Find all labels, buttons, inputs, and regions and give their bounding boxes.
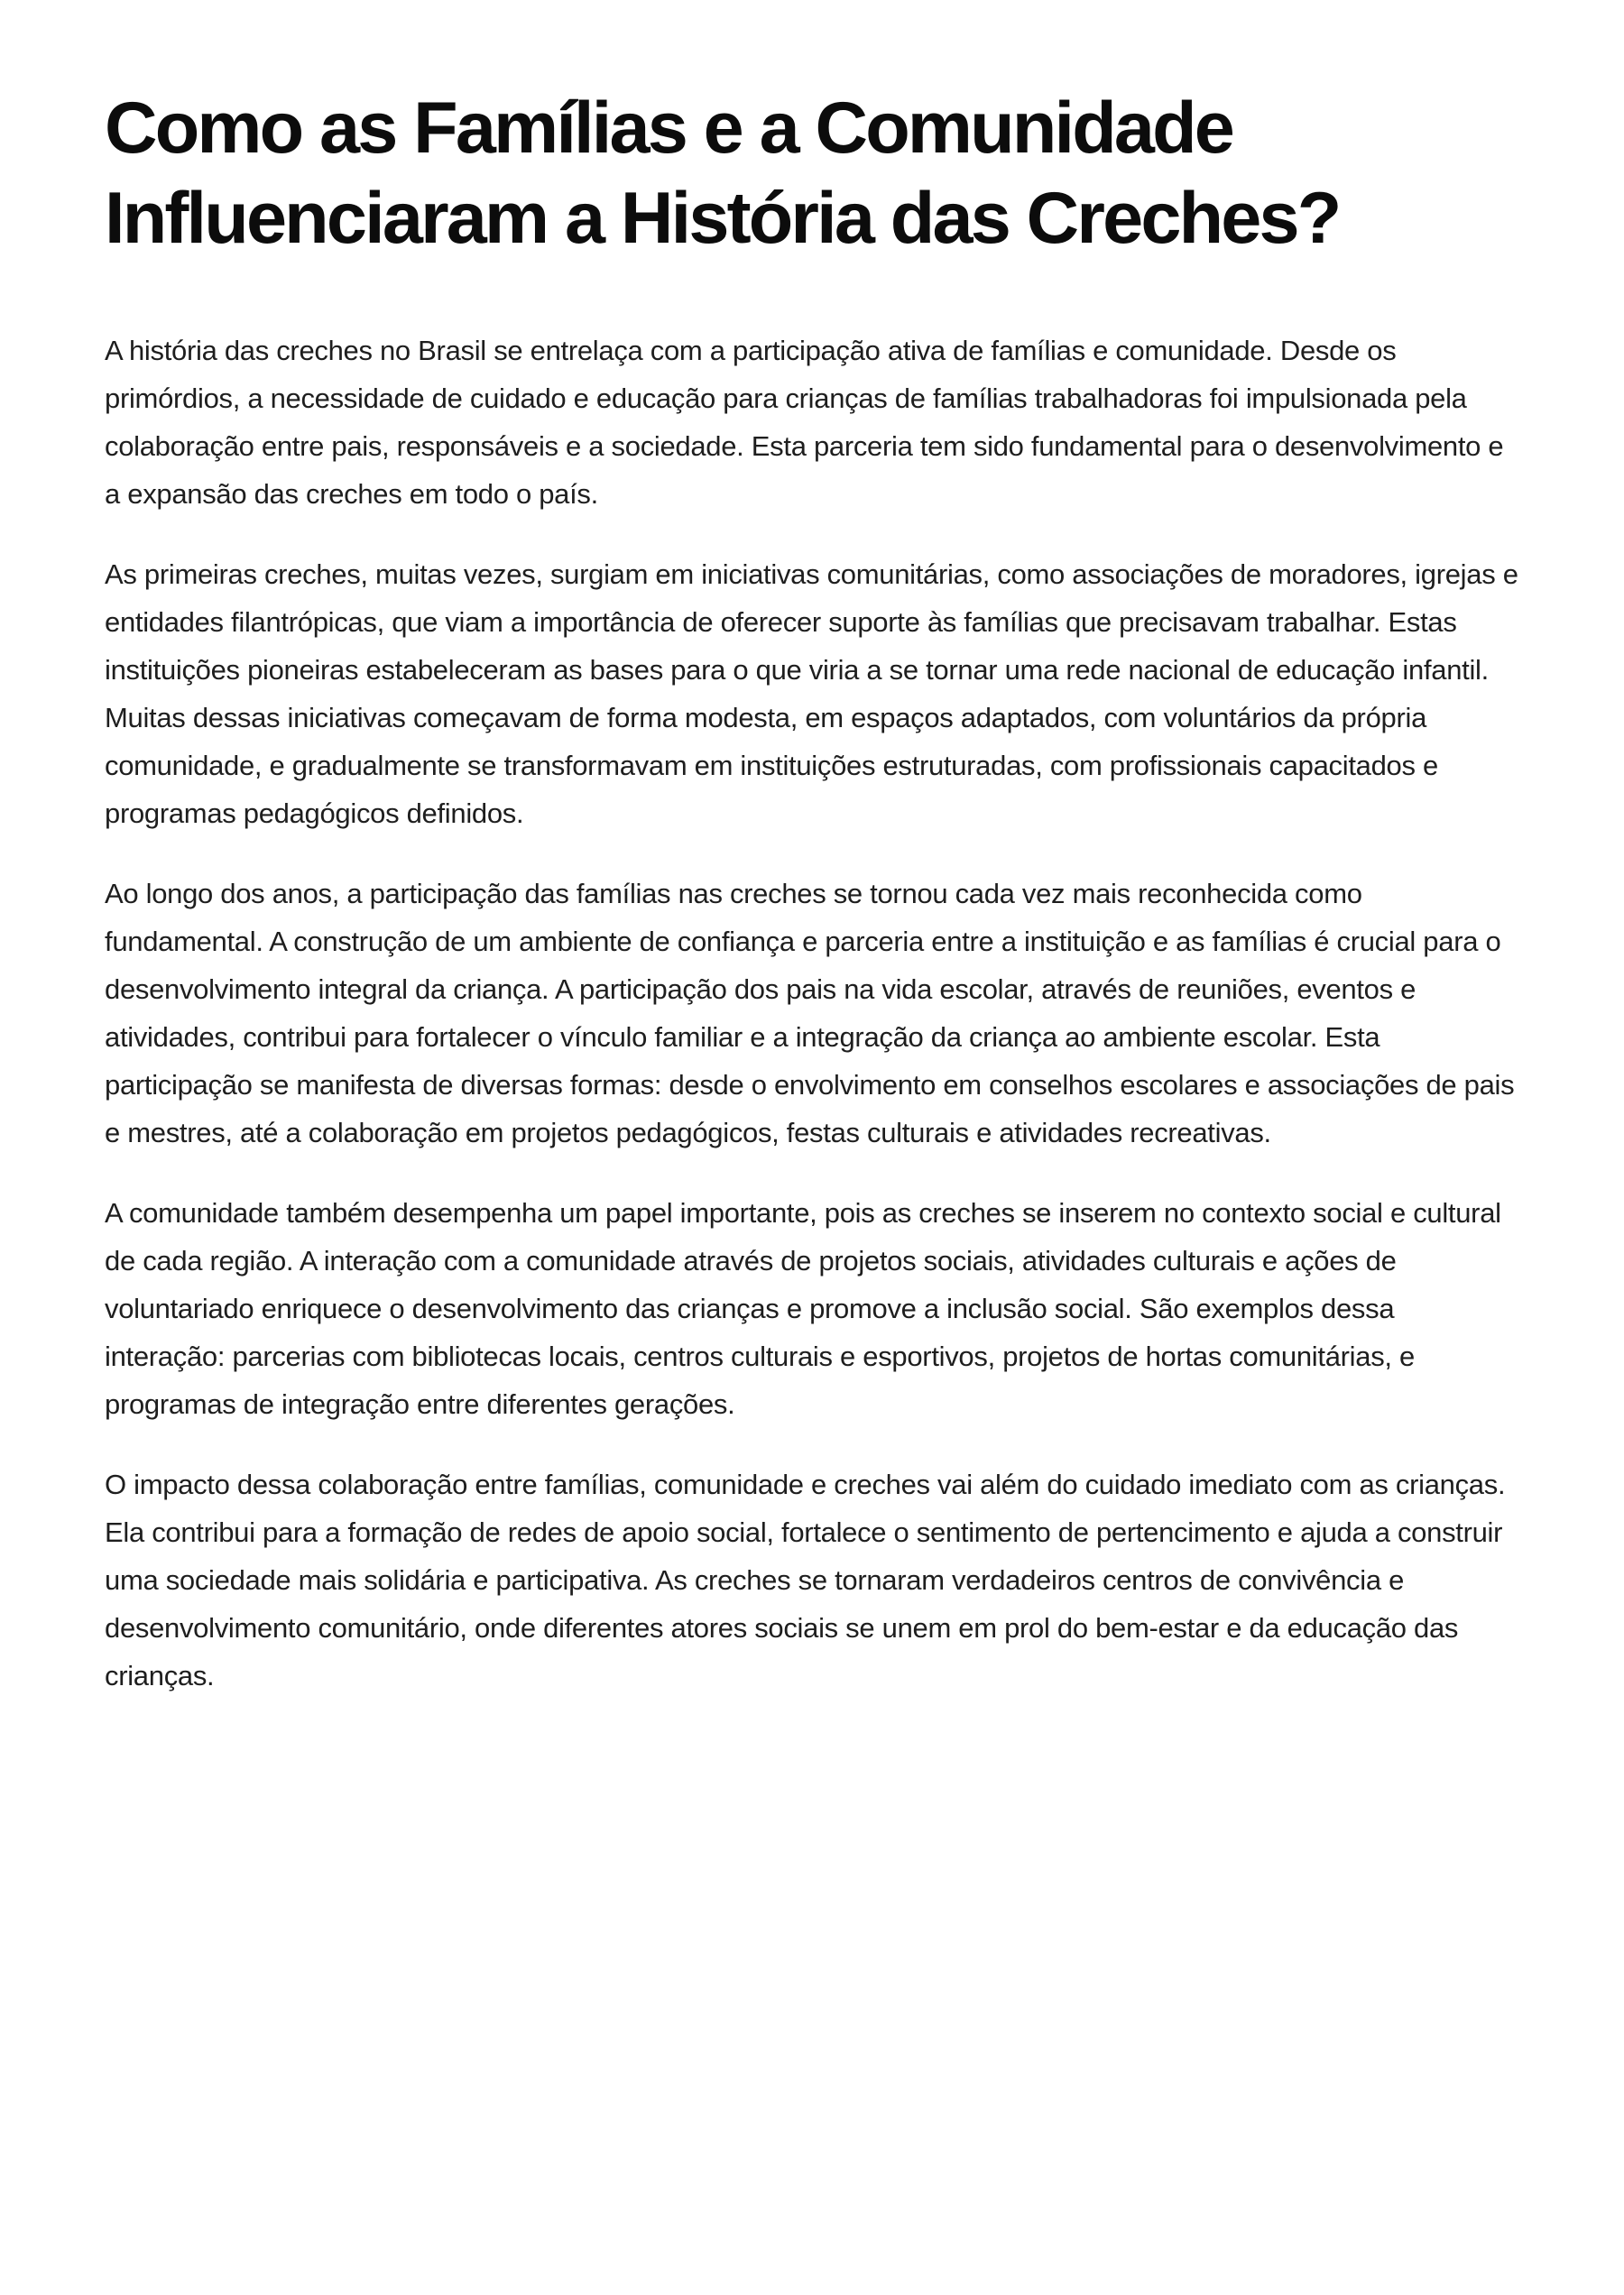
- paragraph-papel-comunidade: A comunidade também desempenha um papel importante, pois as creches se inserem no contexto social e cultural de cada região. A interação com a comunidade através de projetos sociais, atividades culturais e ações de voluntariado enriquece o desenvolvimento das crianças e promove a inclusão social. São exemplos dessa interação: parcerias com bibliotecas locais, centros culturais e esportivos, projetos de hortas comunitárias, e programas de integração entre diferentes gerações.: [105, 1197, 1501, 1420]
- paragraph-historia-creches-brasil: A história das creches no Brasil se entrelaça com a participação ativa de famílias e comunidade. Desde os primórdios, a necessidade de cuidado e educação para crianças de famílias trabalhadoras foi impulsionada pela colaboração entre pais, responsáveis e a sociedade. Esta parceria tem sido fundamental para o desenvolvimento e a expansão das creches em todo o país.: [105, 335, 1504, 510]
- document-content: [105, 83, 1521, 1732]
- paragraph-primeiras-creches: As primeiras creches, muitas vezes, surgiam em iniciativas comunitárias, como associações de moradores, igrejas e entidades filantrópicas, que viam a importância de oferecer suporte às famílias que precisavam trabalhar. Estas instituições pioneiras estabeleceram as bases para o que viria a se tornar uma rede nacional de educação infantil. Muitas dessas iniciativas começavam de forma modesta, em espaços adaptados, com voluntários da própria comunidade, e gradualmente se transformavam em instituições estruturadas, com profissionais capacitados e programas pedagógicos definidos.: [105, 558, 1518, 829]
- paragraph-participacao-familias: Ao longo dos anos, a participação das famílias nas creches se tornou cada vez mais reconhecida como fundamental. A construção de um ambiente de confiança e parceria entre a instituição e as famílias é crucial para o desenvolvimento integral da criança. A participação dos pais na vida escolar, através de reuniões, eventos e atividades, contribui para fortalecer o vínculo familiar e a integração da criança ao ambiente escolar. Esta participação se manifesta de diversas formas: desde o envolvimento em conselhos escolares e associações de pais e mestres, até a colaboração em projetos pedagógicos, festas culturais e atividades recreativas.: [105, 878, 1515, 1148]
- document-title: Como as Famílias e a Comunidade Influenciaram a História das Creches?: [105, 88, 1340, 259]
- document-body: [105, 327, 1521, 1700]
- paragraph-impacto-colaboracao: O impacto dessa colaboração entre famílias, comunidade e creches vai além do cuidado imediato com as crianças. Ela contribui para a formação de redes de apoio social, fortalece o sentimento de pertencimento e ajuda a construir uma sociedade mais solidária e participativa. As creches se tornaram verdadeiros centros de convivência e desenvolvimento comunitário, onde diferentes atores sociais se unem em prol do bem-estar e da educação das crianças.: [105, 1469, 1506, 1691]
